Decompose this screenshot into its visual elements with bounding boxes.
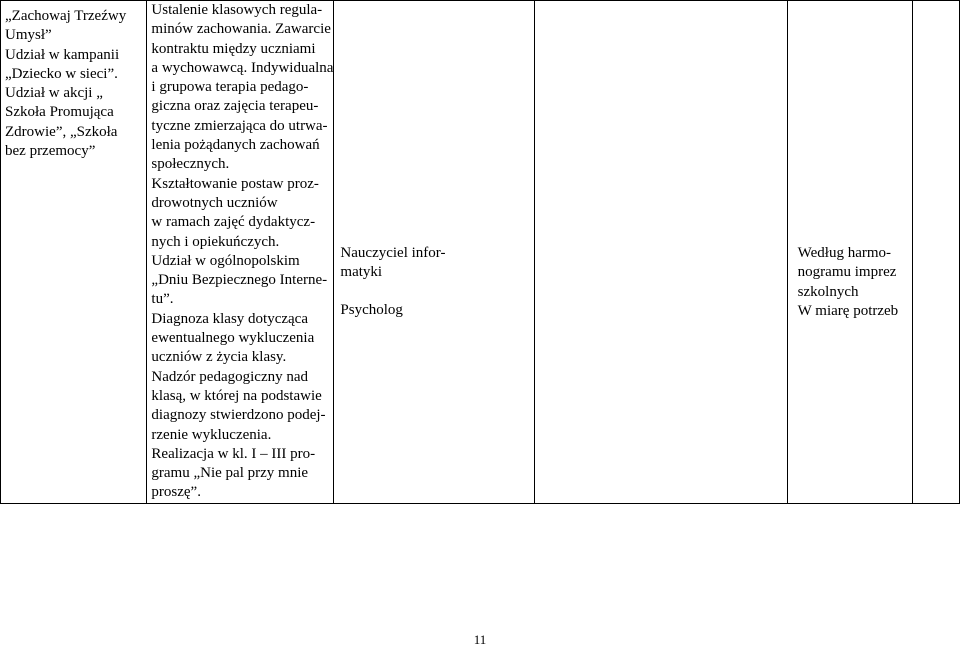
text-line: Szkoła Promująca xyxy=(5,104,114,121)
text-line: ewentualnego wykluczenia xyxy=(151,330,315,347)
text-line: społecznych. xyxy=(151,156,230,173)
text-line: Nauczyciel infor- xyxy=(340,245,446,261)
text-line: minów zachowania. Zawarcie xyxy=(151,21,331,38)
text-line: Udział w ogólnopolskim xyxy=(151,252,300,269)
text-line: Zdrowie”, „Szkoła xyxy=(5,123,118,140)
text-line: diagnozy stwierdzono podej- xyxy=(151,407,326,424)
text-line: Udział w kampanii xyxy=(5,46,120,63)
page-number: 11 xyxy=(473,632,487,647)
text-line: uczniów z życia klasy. xyxy=(151,349,287,366)
text-line: drowotnych uczniów xyxy=(151,194,278,211)
text-line: nych i opiekuńczych. xyxy=(151,233,280,250)
text-line: proszę”. xyxy=(151,484,201,501)
table-row xyxy=(1,1,960,504)
text-line: Według harmo- xyxy=(797,245,892,261)
text-line: tu”. xyxy=(151,291,174,308)
text-line: nogramu imprez xyxy=(797,264,897,281)
text-line: W miarę potrzeb xyxy=(797,302,899,319)
text-line: Umysł” xyxy=(5,27,52,44)
responsible-text xyxy=(334,1,534,320)
text-line: a wychowawcą. Indywidualna xyxy=(151,59,334,76)
text-line: Realizacja w kl. I – III pro- xyxy=(151,445,316,462)
text-line: gramu „Nie pal przy mnie xyxy=(151,465,309,482)
text-line: giczna oraz zajęcia terapeu- xyxy=(151,98,319,115)
text-line: bez przemocy” xyxy=(5,143,96,160)
text-line: Udział w akcji „ xyxy=(5,85,103,102)
responsible-cell xyxy=(334,1,535,504)
text-line: „Dziecko w sieci”. xyxy=(5,65,118,82)
activities-text xyxy=(1,1,146,161)
text-line: szkolnych xyxy=(797,283,859,300)
tasks-cell xyxy=(147,1,334,504)
text-line: Kształtowanie postaw proz- xyxy=(151,175,319,192)
text-line: kontraktu między uczniami xyxy=(151,40,316,57)
deadline-cell xyxy=(787,1,912,504)
text-line: klasą, w której na podstawie xyxy=(151,387,322,404)
text-line: lenia pożądanych zachowań xyxy=(151,137,320,154)
empty-cell xyxy=(912,1,959,504)
activities-cell xyxy=(1,1,147,504)
text-line: w ramach zajęć dydaktycz- xyxy=(151,214,316,231)
tasks-text xyxy=(147,1,333,503)
deadline-text xyxy=(788,1,912,321)
text-line: tyczne zmierzająca do utrwa- xyxy=(151,117,328,134)
empty-cell xyxy=(535,1,787,504)
text-line: Nadzór pedagogiczny nad xyxy=(151,368,309,385)
text-line: „Zachowaj Trzeźwy xyxy=(5,8,127,24)
text-line: „Dniu Bezpiecznego Interne- xyxy=(151,272,328,289)
text-line: Ustalenie klasowych regula- xyxy=(151,2,323,18)
text-line: rzenie wykluczenia. xyxy=(151,426,272,443)
text-line: Psycholog xyxy=(340,301,403,318)
text-line: matyki xyxy=(340,264,383,281)
text-line: i grupowa terapia pedago- xyxy=(151,79,309,96)
text-line: Diagnoza klasy dotycząca xyxy=(151,310,308,327)
